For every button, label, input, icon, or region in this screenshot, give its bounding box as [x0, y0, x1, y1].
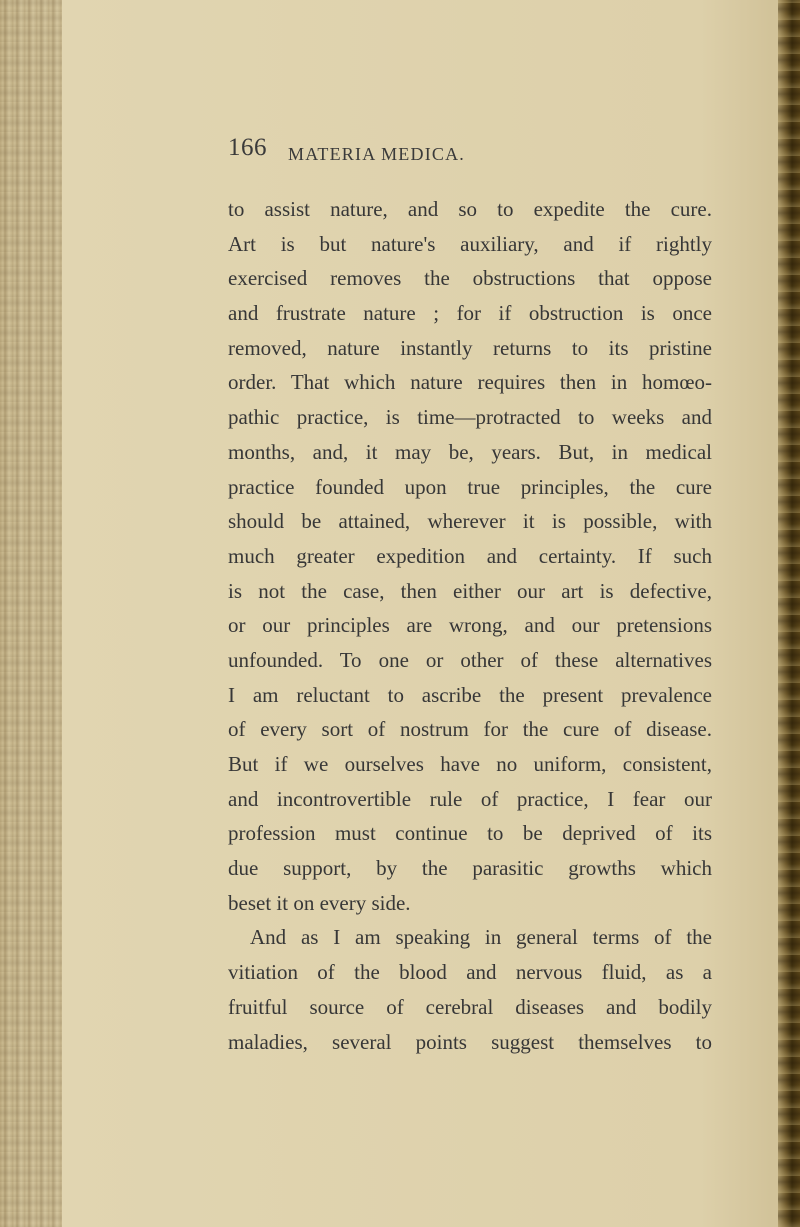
text-line: unfounded. To one or other of these alternatives — [228, 647, 712, 672]
text-line: maladies, several points suggest themselves to — [228, 1029, 712, 1054]
binding-gutter — [0, 0, 62, 1227]
text-line: of every sort of nostrum for the cure of disease. — [228, 717, 712, 742]
running-head: MATERIA MEDICA. — [288, 144, 466, 164]
text-line: months, and, it may be, years. But, in medical — [228, 439, 712, 464]
text-line: removed, nature instantly returns to its pristine — [228, 335, 712, 360]
text-line: vitiation of the blood and nervous fluid, as a — [228, 960, 712, 985]
text-line: or our principles are wrong, and our pretensions — [228, 613, 712, 638]
text-line: I am reluctant to ascribe the present prevalence — [228, 682, 712, 707]
text-line: practice founded upon true principles, the cure — [228, 474, 712, 499]
text-line: pathic practice, is time—protracted to weeks and — [228, 405, 712, 430]
text-line: and incontrovertible rule of practice, I fear our — [228, 786, 712, 811]
page-header — [228, 134, 648, 174]
text-line: should be attained, wherever it is possible, with — [228, 509, 712, 534]
text-line: exercised removes the obstructions that oppose — [228, 266, 712, 291]
text-line: And as I am speaking in general terms of the — [250, 925, 712, 950]
text-line: fruitful source of cerebral diseases and bodily — [228, 994, 712, 1019]
text-line: But if we ourselves have no uniform, consistent, — [228, 752, 712, 776]
text-line: beset it on every side. — [228, 890, 411, 915]
text-line: Art is but nature's auxiliary, and if rightly — [228, 231, 712, 256]
page-edge — [778, 0, 800, 1227]
text-line: and frustrate nature ; for if obstruction is once — [228, 301, 712, 326]
page-number: 166 — [228, 134, 267, 161]
text-line: is not the case, then either our art is defective, — [228, 578, 712, 603]
text-line: much greater expedition and certainty. If such — [228, 543, 712, 568]
body-text — [228, 192, 712, 1059]
text-line: profession must continue to be deprived of its — [228, 821, 712, 846]
text-line: due support, by the parasitic growths which — [228, 856, 712, 881]
text-line: to assist nature, and so to expedite the cure. — [228, 197, 712, 221]
text-line: order. That which nature requires then in homœo- — [228, 370, 712, 395]
